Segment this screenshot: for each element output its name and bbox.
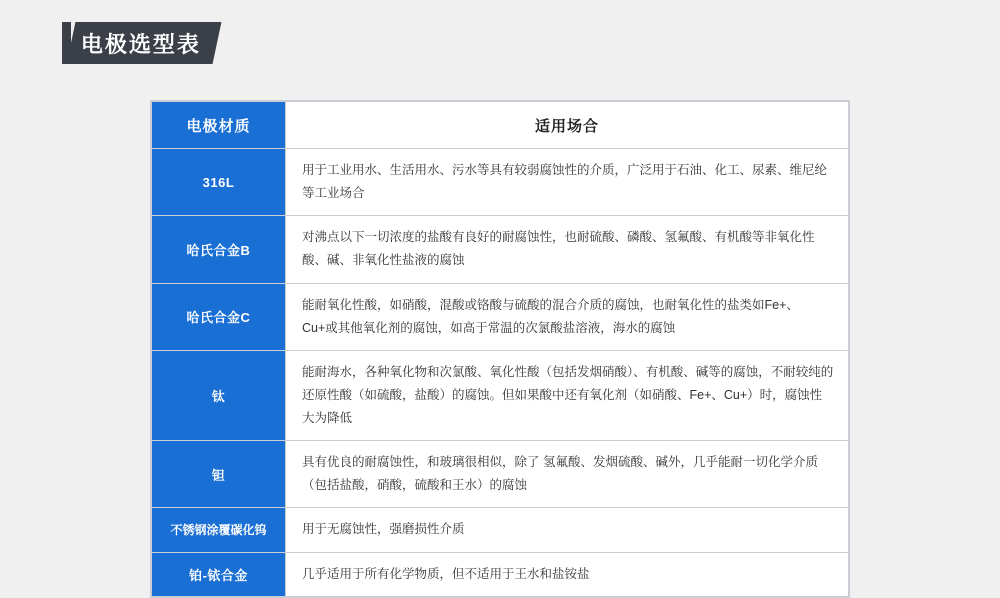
table-body xyxy=(152,149,849,597)
table-row xyxy=(152,216,849,283)
table-row xyxy=(152,283,849,350)
table-row xyxy=(152,350,849,440)
cell-application: 对沸点以下一切浓度的盐酸有良好的耐腐蚀性，也耐硫酸、磷酸、氢氟酸、有机酸等非氧化性酸、碱、非氧化性盐液的腐蚀 xyxy=(286,216,849,283)
spec-table xyxy=(151,101,849,597)
cell-application: 几乎适用于所有化学物质，但不适用于王水和盐铵盐 xyxy=(286,552,849,596)
column-header-application: 适用场合 xyxy=(286,102,849,149)
table-row xyxy=(152,149,849,216)
cell-material: 钽 xyxy=(152,441,286,508)
title-banner xyxy=(62,22,217,64)
table-row xyxy=(152,441,849,508)
table-header xyxy=(152,102,849,149)
cell-application: 具有优良的耐腐蚀性，和玻璃很相似，除了 氢氟酸、发烟硫酸、碱外，几乎能耐一切化学介质（包括盐酸，硝酸，硫酸和王水）的腐蚀 xyxy=(286,441,849,508)
cell-application: 用于工业用水、生活用水、污水等具有较弱腐蚀性的介质，广泛用于石油、化工、尿素、维尼纶等工业场合 xyxy=(286,149,849,216)
page-title xyxy=(67,22,222,64)
cell-material: 哈氏合金C xyxy=(152,283,286,350)
table-row xyxy=(152,552,849,596)
column-header-material: 电极材质 xyxy=(152,102,286,149)
cell-application: 能耐氧化性酸，如硝酸，混酸或铬酸与硫酸的混合介质的腐蚀，也耐氧化性的盐类如Fe+、Cu+或其他氧化剂的腐蚀，如高于常温的次氯酸盐溶液，海水的腐蚀 xyxy=(286,283,849,350)
cell-application: 能耐海水，各种氧化物和次氯酸、氧化性酸（包括发烟硝酸）、有机酸、碱等的腐蚀，不耐较纯的还原性酸（如硫酸，盐酸）的腐蚀。但如果酸中还有氧化剂（如硝酸、Fe+、Cu+）时，腐蚀性大为降低 xyxy=(286,350,849,440)
electrode-selection-table xyxy=(150,100,850,598)
cell-material: 铂-铱合金 xyxy=(152,552,286,596)
cell-application: 用于无腐蚀性，强磨损性介质 xyxy=(286,508,849,552)
cell-material: 钛 xyxy=(152,350,286,440)
table-row xyxy=(152,508,849,552)
cell-material: 316L xyxy=(152,149,286,216)
table-header-row xyxy=(152,102,849,149)
cell-material: 不锈钢涂覆碳化钨 xyxy=(152,508,286,552)
page-title-text: 电极选型表 xyxy=(81,31,202,57)
cell-material: 哈氏合金B xyxy=(152,216,286,283)
